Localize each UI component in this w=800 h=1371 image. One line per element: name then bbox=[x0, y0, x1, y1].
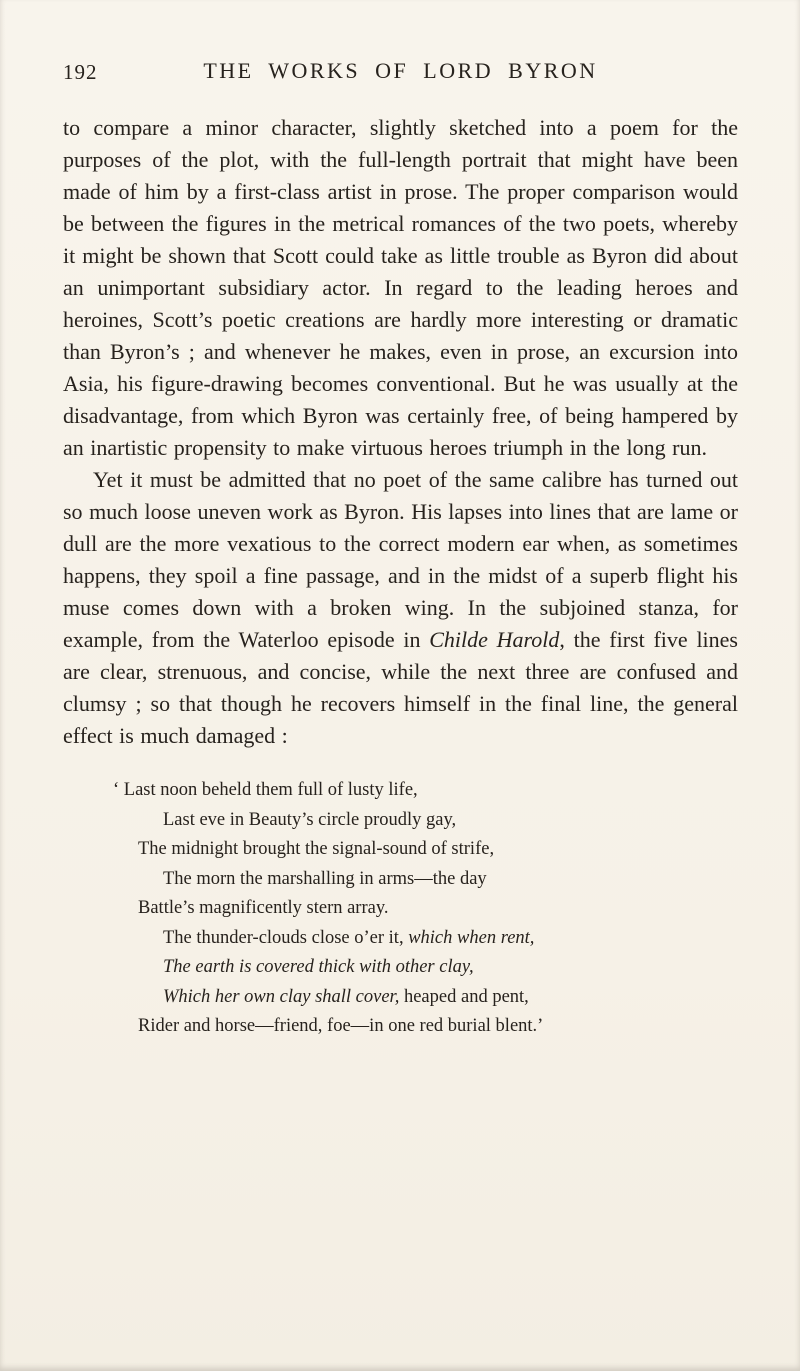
poem-line bbox=[113, 953, 738, 983]
poem-line bbox=[113, 835, 738, 865]
text-segment: heaped and pent, bbox=[399, 986, 529, 1007]
italic-text: The earth is covered thick with other clay, bbox=[163, 957, 474, 977]
poem-line bbox=[113, 983, 738, 1013]
poem-line bbox=[113, 1012, 738, 1042]
poem bbox=[63, 776, 738, 1042]
text-segment: to compare a minor character, slightly sketched into a poem for the purposes of the plot, with the full-length portrait that might have been made of him by a first-class artist in prose. The proper comparison would be between the figures in the metrical romances of the two poets, whereby it might be shown that Scott could take as little trouble as Byron did about an unimportant subsidiary actor. In regard to the leading heroes and heroines, Scott’s poetic creations are hardly more interesting or dramatic than Byron’s ; and whenever he makes, even in prose, an excursion into Asia, his figure-drawing becomes conventional. But he was usually at the disadvantage, from which Byron was certainly free, of being hampered by an inartistic propensity to make virtuous heroes triumph in the long run. bbox=[63, 115, 738, 460]
body-paragraphs bbox=[63, 112, 738, 752]
poem-line bbox=[113, 865, 738, 895]
text-segment: The midnight brought the signal-sound of strife, bbox=[138, 839, 495, 859]
text-segment: The thunder-clouds close o’er it, bbox=[163, 927, 409, 948]
text-segment: The morn the marshalling in arms—the day bbox=[163, 868, 487, 889]
italic-text: Childe Harold bbox=[429, 627, 560, 652]
page-number: 192 bbox=[63, 60, 98, 84]
poem-line bbox=[113, 894, 738, 924]
text-segment: Battle’s magnificently stern array. bbox=[138, 898, 389, 918]
italic-text: which when rent, bbox=[408, 927, 535, 948]
running-title: THE WORKS OF LORD BYRON bbox=[203, 58, 598, 83]
text-segment: Yet it must be admitted that no poet of the same calibre has turned out so much loose uneven work as Byron. His lapses into lines that are lame or dull are the more vexatious to the correct modern ear when, as sometimes happens, they spoil a fine passage, and in the midst of a superb flight his muse comes down with a broken wing. In the subjoined stanza, for example, from the Waterloo episode in bbox=[63, 467, 738, 652]
italic-text: Which her own clay shall cover, bbox=[163, 986, 400, 1007]
text-segment: , the first five lines are clear, strenuous, and concise, while the next three are confused and clumsy ; so that though he recovers himself in the final line, the general effect is much damaged : bbox=[63, 627, 738, 748]
page-header bbox=[63, 58, 738, 90]
paragraph bbox=[63, 112, 738, 464]
poem-line bbox=[113, 806, 738, 836]
page-body bbox=[63, 112, 738, 1042]
poem-line bbox=[113, 924, 738, 954]
text-segment: Last eve in Beauty’s circle proudly gay, bbox=[163, 809, 457, 830]
paragraph bbox=[63, 464, 738, 752]
text-segment: Rider and horse—friend, foe—in one red burial blent.’ bbox=[138, 1016, 544, 1036]
poem-line bbox=[113, 776, 738, 806]
text-segment: ‘ Last noon beheld them full of lusty life, bbox=[113, 780, 418, 800]
